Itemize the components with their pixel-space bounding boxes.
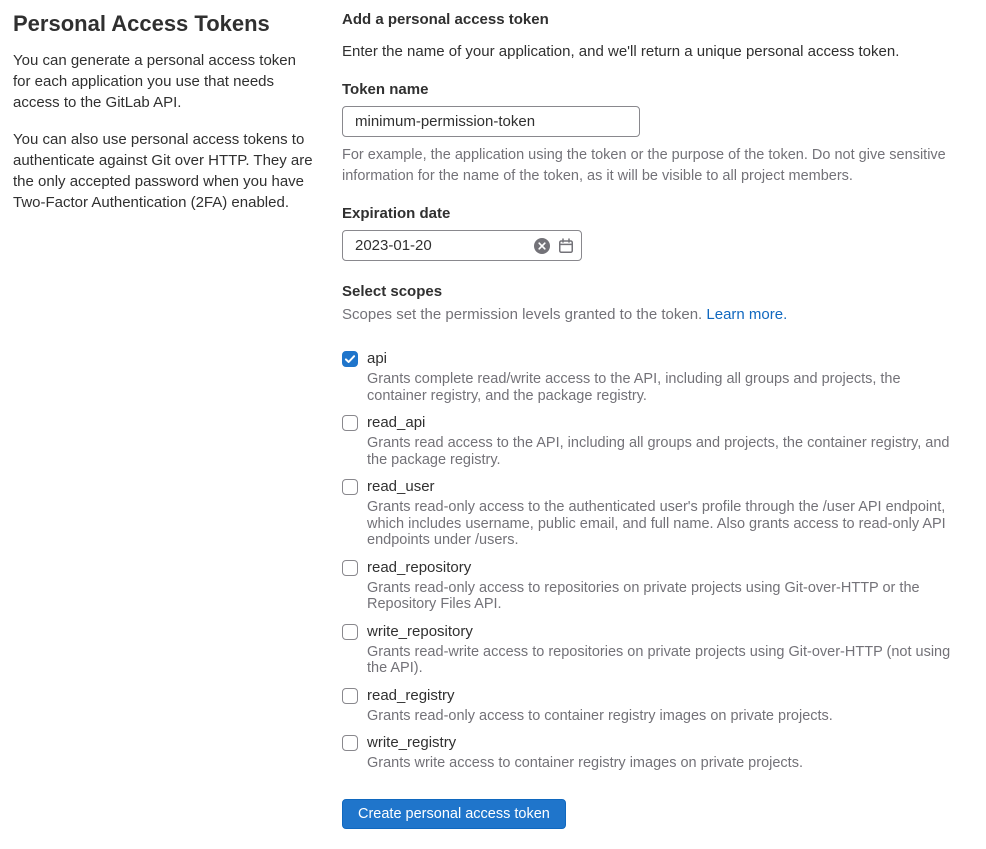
scope-row [342,349,962,413]
scope-row [342,733,962,781]
page-title: Personal Access Tokens [13,11,270,36]
scope-description: Grants write access to container registry images on private projects. [367,755,803,771]
intro-paragraph-2: You can also use personal access tokens to authenticate against Git over HTTP. They are the only accepted password when you have Two-Factor Authentication (2FA) enabled. [13,131,313,211]
expiration-date-group [342,205,962,261]
scope-description: Grants read-write access to repositories on private projects using Git-over-HTTP (not using the API). [367,643,951,676]
form-heading: Add a personal access token [342,11,549,28]
expiration-date-label: Expiration date [342,205,451,222]
token-name-label: Token name [342,81,429,98]
scope-list [342,349,962,781]
form-description: Enter the name of your application, and we'll return a unique personal access token. [342,43,900,60]
scope-label[interactable]: read_api [367,414,426,431]
scope-label[interactable]: read_user [367,478,435,495]
token-name-help: For example, the application using the token or the purpose of the token. Do not give sensitive information for the name of the token, as it will be visible to all project members. [342,147,946,184]
token-name-input[interactable] [342,106,640,137]
x-circle-icon [534,238,550,254]
settings-section-intro [13,11,315,829]
scope-text [367,477,962,558]
select-scopes-group [342,283,962,781]
scope-label[interactable]: read_repository [367,558,472,576]
expiration-date-field [342,230,582,261]
scope-description: Grants read access to the API, including all groups and projects, the container registry, and the package registry. [367,435,950,468]
scope-label[interactable]: write_registry [367,734,457,751]
scope-text [367,558,962,622]
add-token-form [342,11,962,829]
scope-text [367,686,962,734]
intro-paragraph-1: You can generate a personal access token for each application you use that needs access to the GitLab API. [13,52,296,111]
token-name-group [342,81,962,187]
scope-label[interactable]: api [367,350,388,367]
select-scopes-label: Select scopes [342,283,443,300]
scope-description: Grants complete read/write access to the API, including all groups and projects, the container registry, and the package registry. [367,371,901,404]
scope-description: Grants read-only access to the authenticated user's profile through the /user API endpoint, which includes username, public email, and full name. Also grants access to read-only API endpoints under /users. [367,499,946,548]
scope-checkbox-read_repository[interactable] [342,560,358,576]
scope-checkbox-read_api[interactable] [342,415,358,431]
scope-row [342,413,962,477]
check-icon [344,353,356,365]
scope-checkbox-write_registry[interactable] [342,735,358,751]
create-token-button[interactable]: Create personal access token [342,799,566,829]
scope-checkbox-read_registry[interactable] [342,688,358,704]
scope-row [342,477,962,558]
scope-text [367,622,962,686]
scope-row [342,686,962,734]
scope-label[interactable]: write_repository [367,622,473,640]
scope-checkbox-write_repository[interactable] [342,624,358,640]
scope-row [342,622,962,686]
learn-more-link[interactable]: Learn more. [706,306,788,323]
scope-checkbox-read_user[interactable] [342,479,358,495]
calendar-glyph [558,238,574,254]
scope-row [342,558,962,622]
scope-label[interactable]: read_registry [367,686,455,704]
scope-description: Grants read-only access to container registry images on private projects. [367,707,833,724]
scopes-help-text [342,306,962,323]
scope-description: Grants read-only access to repositories on private projects using Git-over-HTTP or the Repository Files API. [367,579,920,612]
clear-date-icon[interactable] [534,238,550,254]
scope-text [367,413,962,477]
calendar-icon[interactable] [558,238,574,254]
scope-text [367,349,962,413]
expiration-date-icons [534,230,574,261]
scopes-help-sentence: Scopes set the permission levels granted to the token. [342,306,703,323]
scope-checkbox-api[interactable] [342,351,358,367]
scope-text [367,733,962,781]
